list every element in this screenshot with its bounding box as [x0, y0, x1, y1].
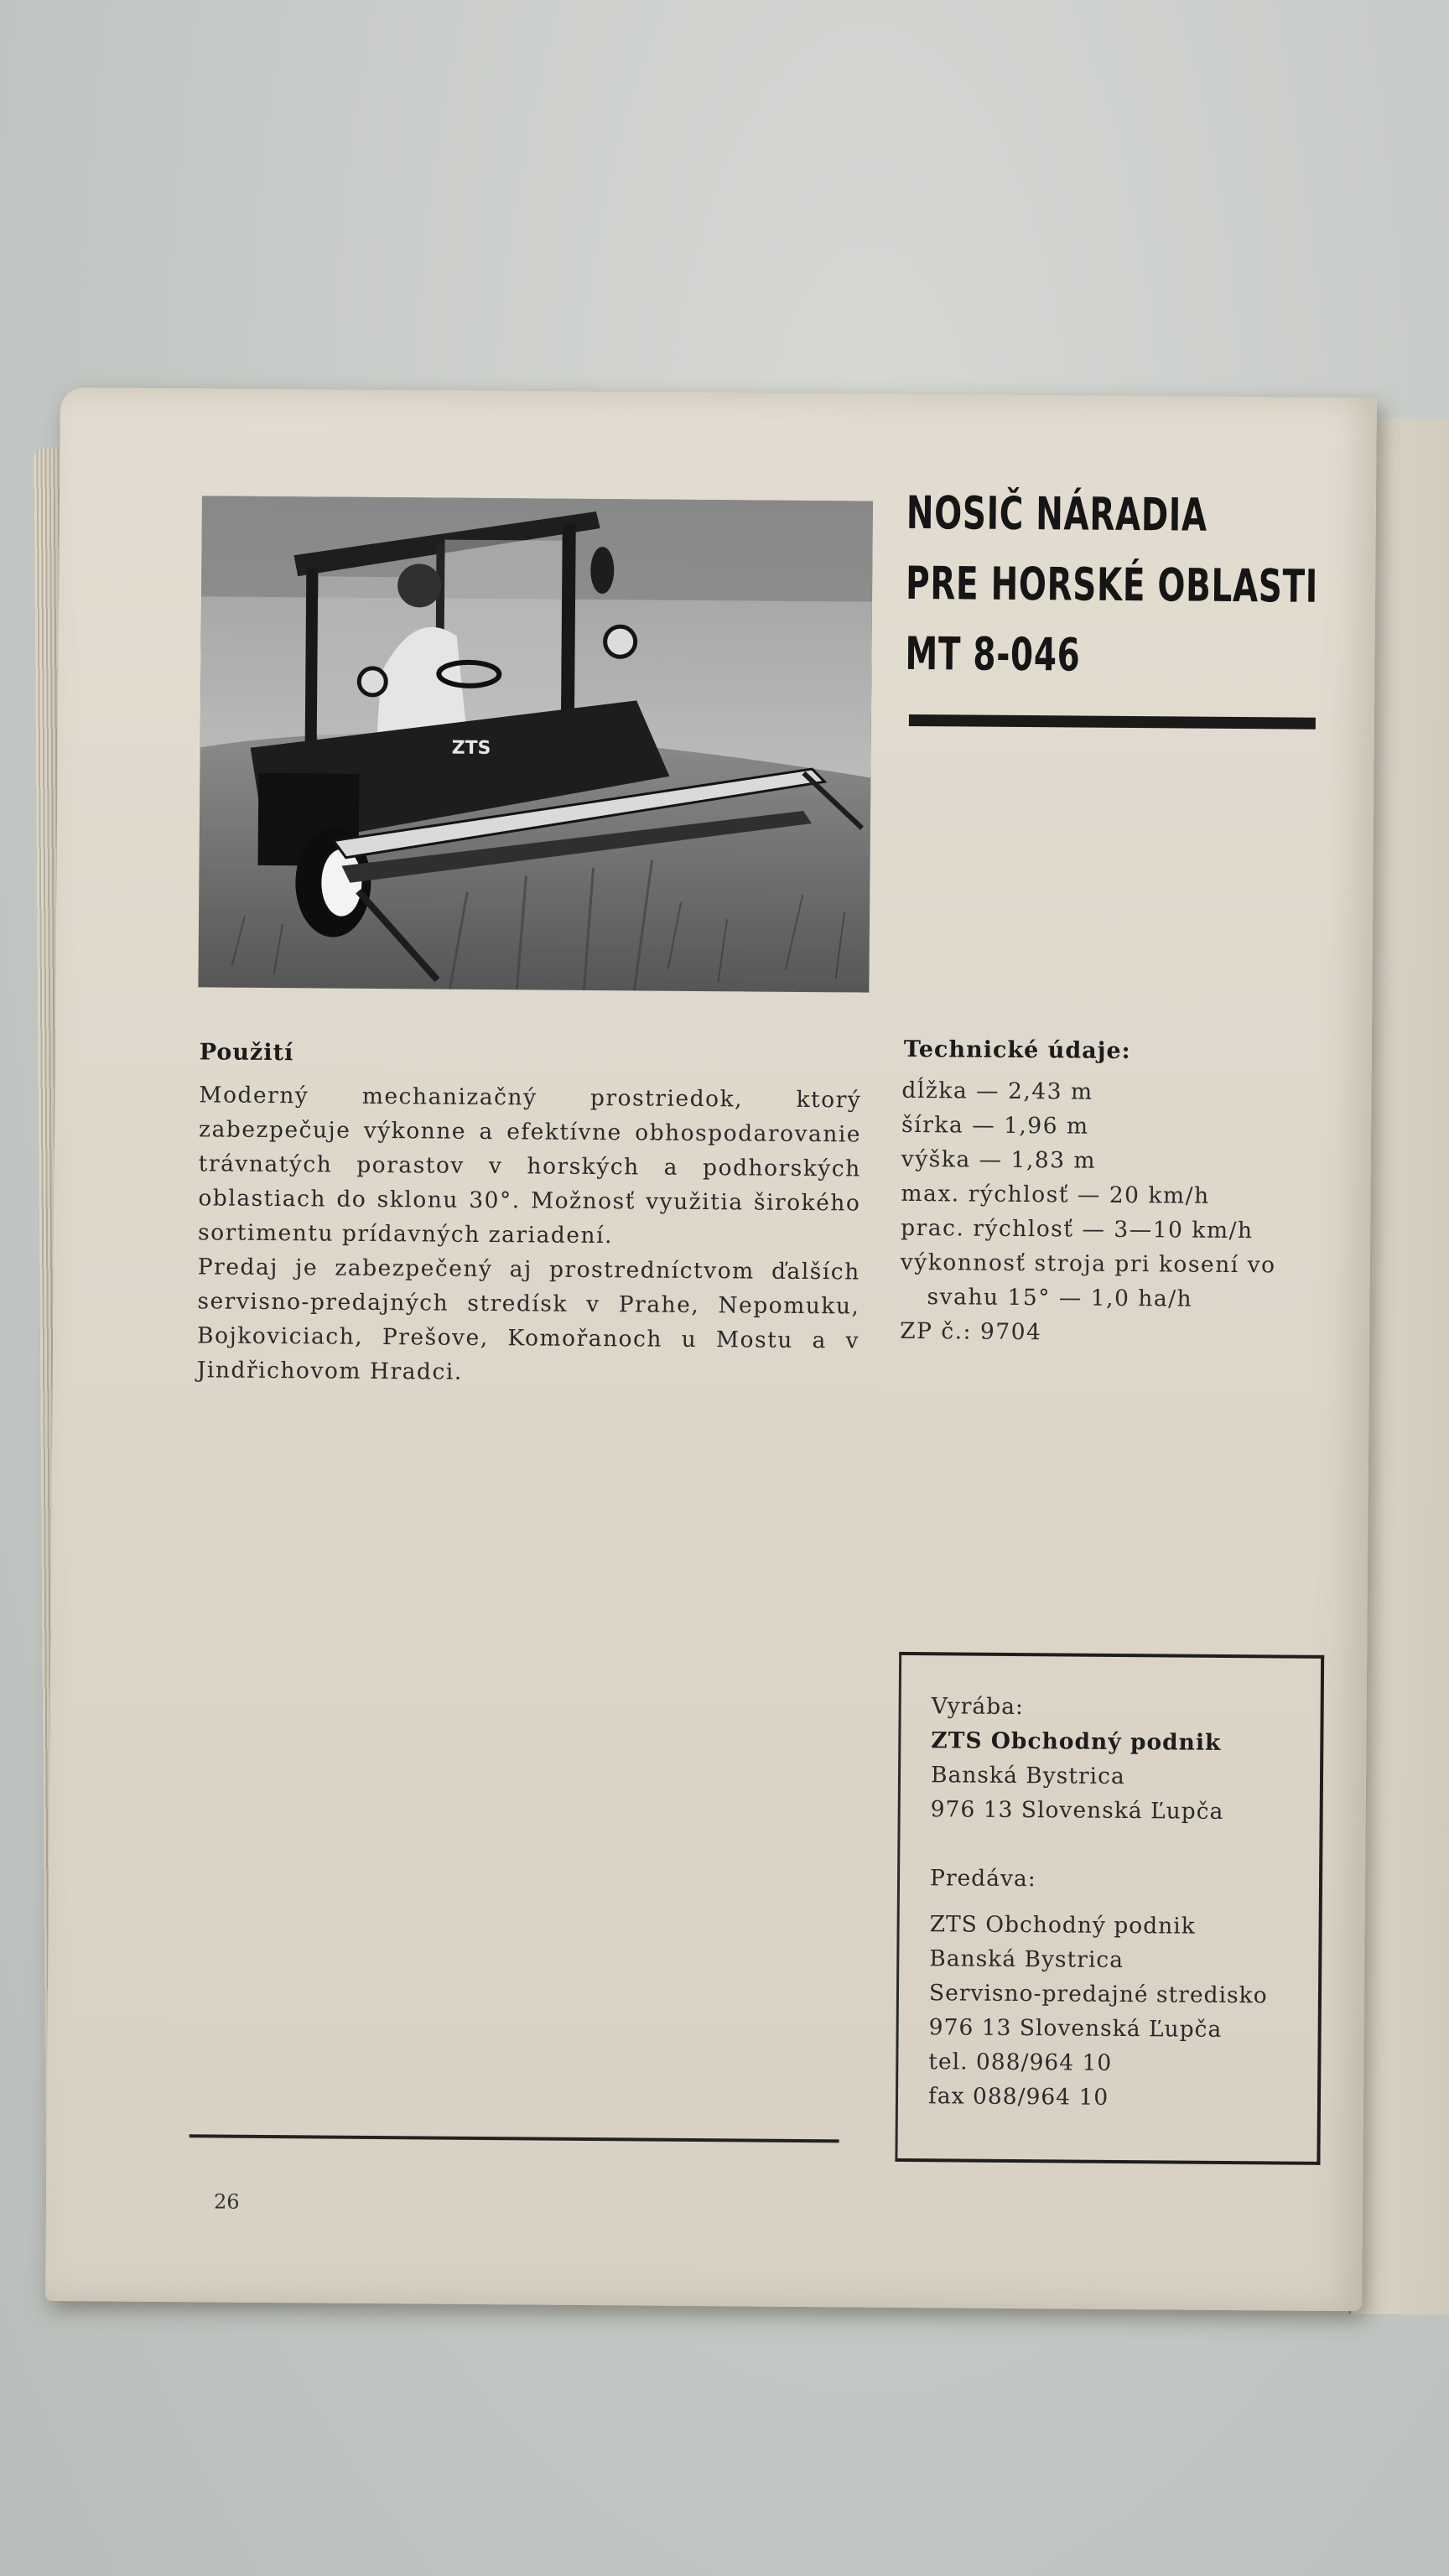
seller-name: ZTS Obchodný podnik [929, 1911, 1196, 1940]
tech-length: dĺžka — 2,43 m [901, 1077, 1093, 1105]
usage-heading: Použití [199, 1039, 294, 1067]
tech-zp: ZP č.: 9704 [900, 1317, 1042, 1346]
tech-performance-cont: svahu 15° — 1,0 ha/h [927, 1284, 1193, 1312]
brochure-page [45, 387, 1377, 2311]
tech-width: šírka — 1,96 m [901, 1111, 1089, 1140]
usage-text [197, 1078, 862, 1392]
seller-center: Servisno-predajné stredisko [928, 1980, 1268, 2009]
tractor-illustration [198, 496, 873, 992]
seller-label: Predáva: [929, 1865, 1036, 1893]
technical-list [900, 1073, 1372, 1352]
producer-address: 976 13 Slovenská Ľupča [930, 1796, 1224, 1825]
title-block [905, 478, 1343, 693]
producer-label: Vyrába: [931, 1693, 1025, 1721]
seller-fax: fax 088/964 10 [927, 2083, 1109, 2111]
tech-height: výška — 1,83 m [901, 1145, 1097, 1174]
contact-box-content [928, 1689, 1270, 2116]
title-line-1: NOSIČ NÁRADIA [906, 486, 1208, 542]
footer-rule [190, 2134, 839, 2142]
tech-performance: výkonnosť stroja pri kosení vo [900, 1249, 1276, 1279]
seller-city: Banská Bystrica [929, 1945, 1124, 1974]
page-number: 26 [213, 2189, 240, 2214]
technical-heading: Technické údaje: [903, 1036, 1131, 1065]
seller-address: 976 13 Slovenská Ľupča [928, 2014, 1223, 2043]
producer-city: Banská Bystrica [930, 1762, 1125, 1790]
producer-name: ZTS Obchodný podnik [931, 1727, 1222, 1756]
title-underline [909, 714, 1316, 730]
tech-max-speed: max. rýchlosť — 20 km/h [901, 1180, 1210, 1209]
title-line-2: PRE HORSKÉ OBLASTI [905, 556, 1319, 613]
spacer [930, 1826, 1269, 1863]
photo-logo: ZTS [451, 737, 491, 760]
usage-paragraph-1: Moderný mechanizačný prostriedok, ktorý zabezpečuje výkonne a efektívne obhospodarovanie trávnatých porastov v horských a podhorských oblastiach do sklonu 30°. Možnosť využitia širokého sortimentu prídavných zariadení. [197, 1082, 862, 1249]
contact-box [895, 1652, 1324, 2165]
usage-paragraph-2: Predaj je zabezpečený aj prostredníctvom ďalších servisno-predajných stredísk v Prahe, Nepomuku, Bojkoviciach, Prešove, Komořanoch u Mostu a v Jindřichovom Hradci. [196, 1254, 860, 1385]
tractor-photo [198, 496, 873, 992]
tech-work-speed: prac. rýchlosť — 3—10 km/h [901, 1214, 1254, 1244]
seller-tel: tel. 088/964 10 [928, 2049, 1113, 2076]
title-line-3: MT 8-046 [905, 626, 1081, 682]
